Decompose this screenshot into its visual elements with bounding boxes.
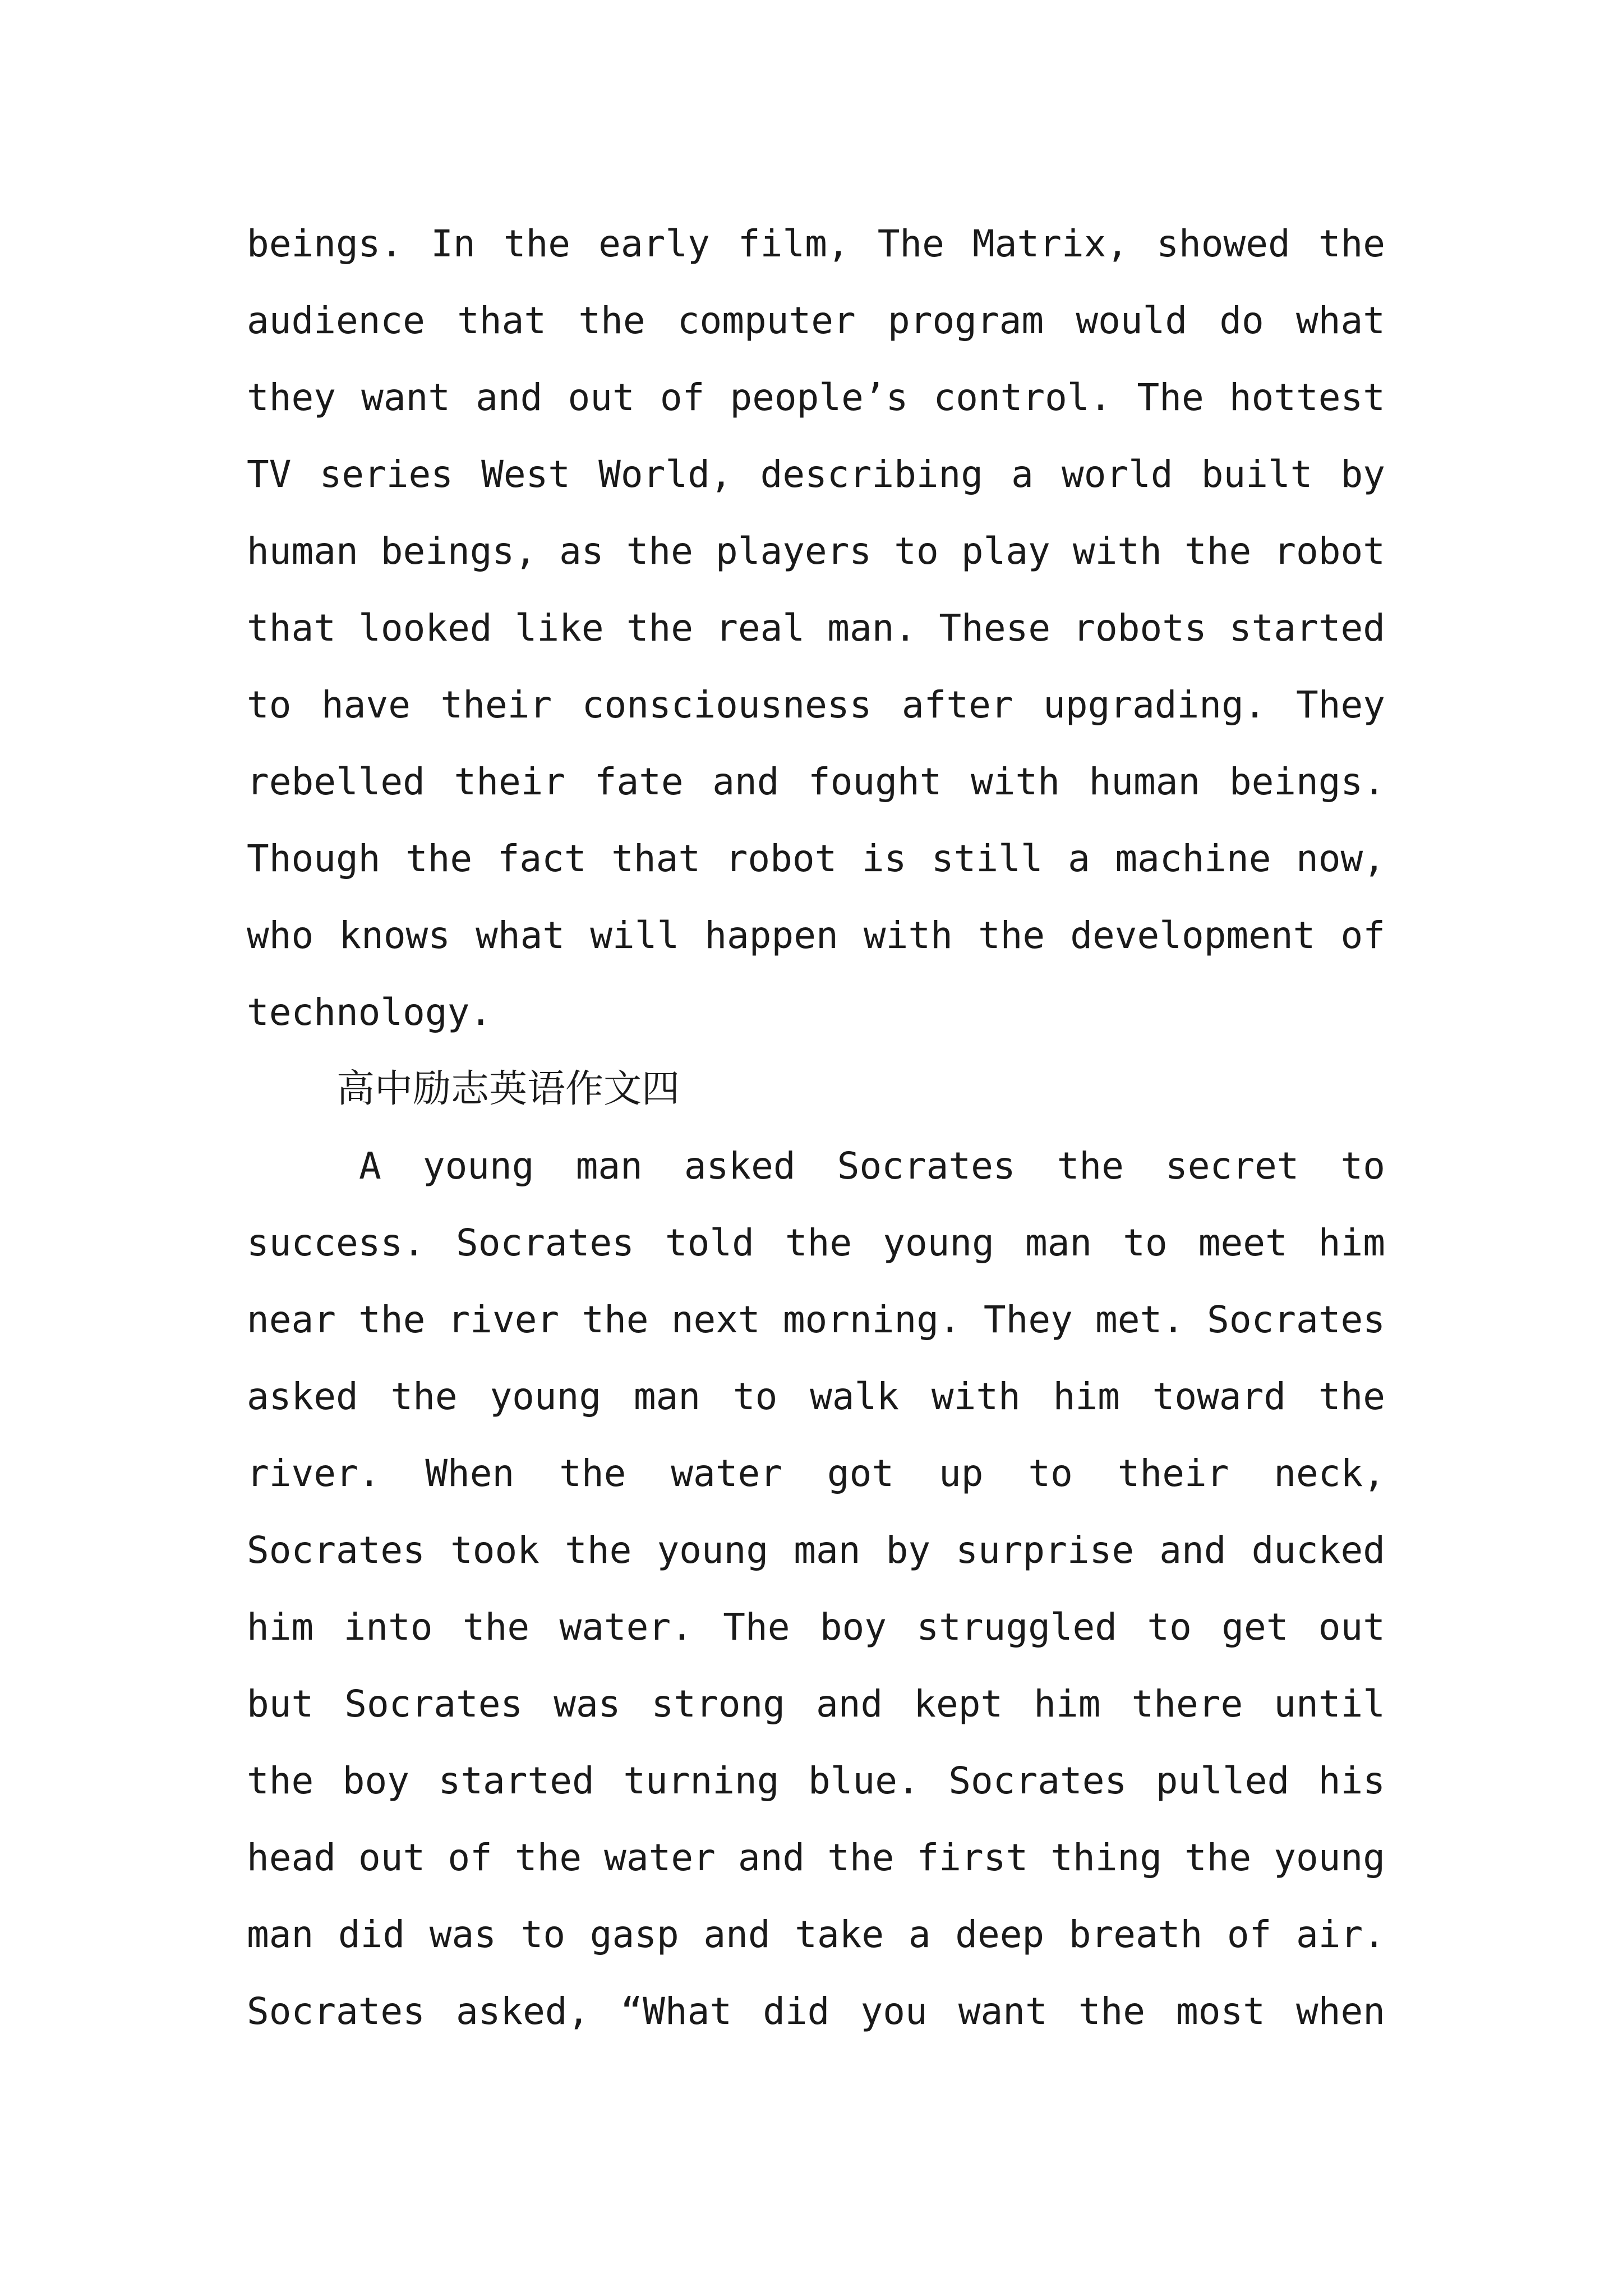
text-line: him into the water. The boy struggled to get out [247, 1605, 1385, 1649]
text-line: A young man asked Socrates the secret to [359, 1144, 1385, 1188]
text-line: who knows what will happen with the development of [247, 914, 1385, 957]
text-line: TV series West World, describing a world built by [247, 453, 1385, 496]
text-line: they want and out of people’s control. The hottest [247, 376, 1385, 419]
text-line: beings. In the early film, The Matrix, showed the [247, 222, 1385, 265]
text-line: Though the fact that robot is still a machine now, [247, 837, 1385, 880]
text-line: to have their consciousness after upgrading. They [247, 683, 1385, 726]
text-line: Socrates asked, “What did you want the most when [247, 1990, 1385, 2033]
text-line: human beings, as the players to play with the robot [247, 530, 1385, 573]
text-line: man did was to gasp and take a deep breath of air. [247, 1913, 1385, 1956]
text-line: that looked like the real man. These robots started [247, 606, 1385, 650]
text-line: near the river the next morning. They met. Socrates [247, 1298, 1385, 1341]
text-line: success. Socrates told the young man to meet him [247, 1221, 1385, 1264]
text-line: rebelled their fate and fought with human beings. [247, 760, 1385, 803]
text-line: river. When the water got up to their neck, [247, 1452, 1385, 1495]
text-line: audience that the computer program would do what [247, 299, 1385, 342]
text-line: technology. [247, 991, 492, 1034]
text-line: asked the young man to walk with him toward the [247, 1375, 1385, 1418]
section-heading: 高中励志英语作文四 [336, 1067, 680, 1111]
text-line: head out of the water and the first thing the young [247, 1836, 1385, 1879]
text-line: Socrates took the young man by surprise and ducked [247, 1529, 1385, 1572]
text-line: but Socrates was strong and kept him there until [247, 1682, 1385, 1726]
text-line: the boy started turning blue. Socrates pulled his [247, 1759, 1385, 1802]
